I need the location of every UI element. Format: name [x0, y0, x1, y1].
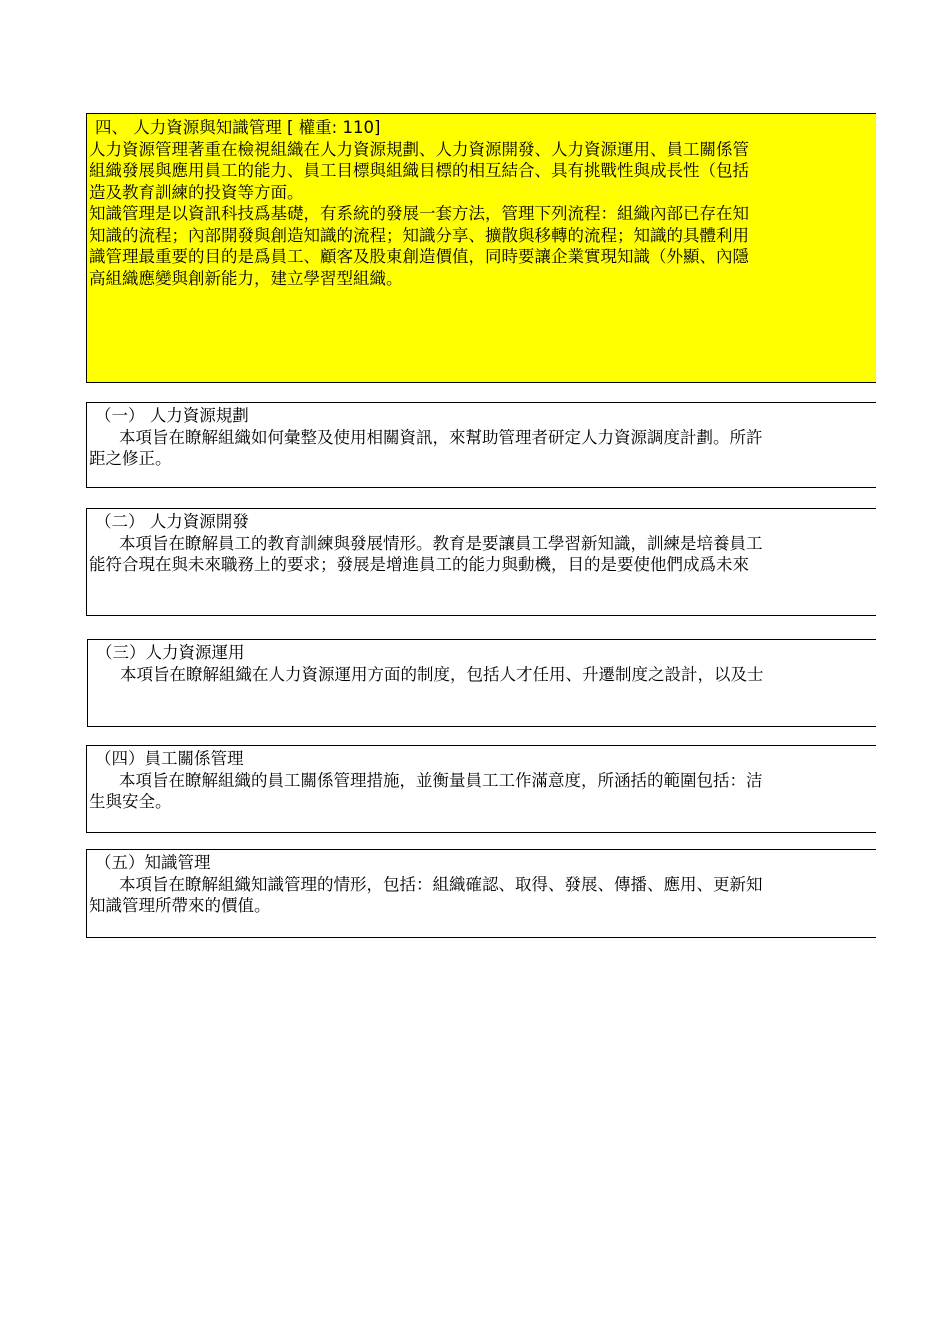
intro-line: 識管理最重要的目的是爲員工、顧客及股東創造價值，同時要讓企業實現知識（外顯、內隱: [89, 247, 749, 266]
intro-line: 知識的流程；內部開發與創造知識的流程；知識分享、擴散與移轉的流程；知識的具體利用: [89, 225, 749, 245]
section-heading: （二） 人力資源開發: [95, 512, 249, 531]
section-text: 本項旨在瞭解組織的員工關係管理措施，並衡量員工工作滿意度，所涵括的範圍包括：洁: [119, 770, 763, 790]
section-text: 知識管理所帶來的價值。: [89, 896, 271, 915]
section-hr-utilization: [87, 639, 876, 727]
section-heading: （一） 人力資源規劃: [95, 406, 249, 425]
intro-line: 高組織應變與創新能力，建立學習型組織。: [89, 268, 403, 288]
section-employee-relations: [86, 745, 876, 833]
intro-line: 組織發展與應用員工的能力、員工目標與組織目標的相互結合、具有挑戰性與成長性（包括: [89, 161, 749, 180]
section-title: 四、 人力資源與知識管理 [ 權重: 110]: [95, 118, 381, 137]
intro-section: [86, 113, 876, 383]
section-text: 生與安全。: [89, 792, 172, 811]
section-knowledge-management: [86, 849, 876, 938]
section-text: 能符合現在與未來職務上的要求；發展是增進員工的能力與動機，目的是要使他們成爲未來: [89, 555, 749, 574]
section-text: 距之修正。: [89, 449, 172, 468]
section-heading: （五）知識管理: [95, 853, 211, 872]
intro-line: 人力資源管理著重在檢視組織在人力資源規劃、人力資源開發、人力資源運用、員工關係管: [89, 139, 749, 159]
section-text: 本項旨在瞭解員工的教育訓練與發展情形。教育是要讓員工學習新知識，訓練是培養員工: [119, 533, 763, 553]
section-text: 本項旨在瞭解組織如何彙整及使用相關資訊，來幫助管理者研定人力資源調度計劃。所許: [119, 427, 763, 447]
section-heading: （四）員工關係管理: [95, 749, 244, 768]
intro-line: 造及教育訓練的投資等方面。: [89, 182, 304, 202]
section-text: 本項旨在瞭解組織知識管理的情形，包括：組織確認、取得、發展、傳播、應用、更新知: [119, 874, 763, 894]
section-hr-development: [86, 508, 876, 616]
section-heading: （三）人力資源運用: [96, 643, 245, 662]
section-text: 本項旨在瞭解組織在人力資源運用方面的制度，包括人才任用、升遷制度之設計，以及士: [120, 664, 764, 684]
section-hr-planning: [86, 402, 876, 488]
intro-line: 知識管理是以資訊科技爲基礎，有系統的發展一套方法，管理下列流程：組織內部已存在知: [89, 204, 749, 223]
